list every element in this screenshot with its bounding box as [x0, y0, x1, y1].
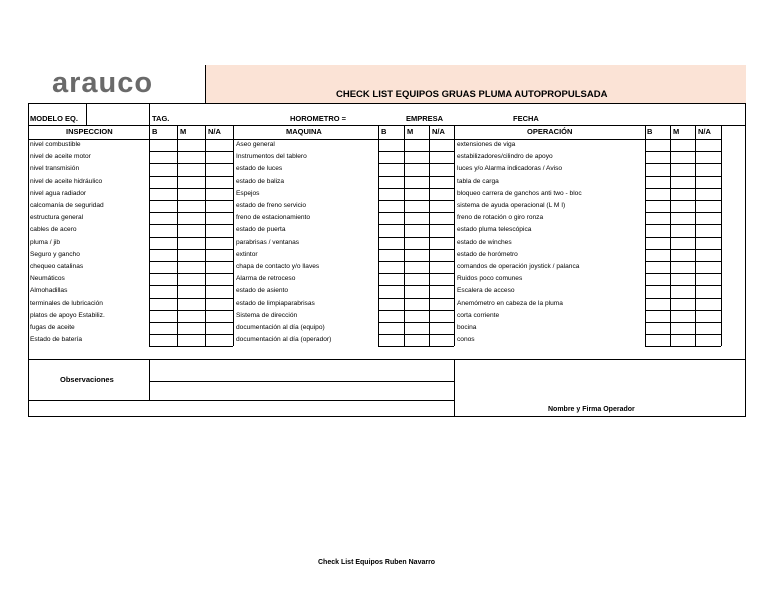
- operacion-item: conos: [457, 336, 475, 343]
- grid-hline: [149, 346, 233, 347]
- maquina-b-checkbox[interactable]: [378, 334, 404, 346]
- maquina-item: documentación al día (equipo): [236, 324, 325, 331]
- maquina-m-checkbox[interactable]: [404, 298, 429, 310]
- obs-line-2: [28, 400, 454, 401]
- maquina-item: Instrumentos del tablero: [236, 153, 307, 160]
- maquina-b-checkbox[interactable]: [378, 237, 404, 249]
- header-divider: [28, 125, 746, 126]
- inspeccion-b-checkbox[interactable]: [149, 285, 177, 297]
- operacion-b-checkbox[interactable]: [645, 273, 670, 285]
- inspeccion-b-checkbox[interactable]: [149, 298, 177, 310]
- inspeccion-na-checkbox[interactable]: [205, 273, 233, 285]
- inspeccion-m-checkbox[interactable]: [177, 322, 205, 334]
- operacion-item: sistema de ayuda operacional (L M I): [457, 202, 566, 209]
- inspeccion-item: fugas de aceite: [30, 324, 75, 331]
- operacion-na-checkbox[interactable]: [695, 285, 721, 297]
- operacion-na-checkbox[interactable]: [695, 322, 721, 334]
- inspeccion-b-checkbox[interactable]: [149, 249, 177, 261]
- operacion-m-checkbox[interactable]: [670, 273, 695, 285]
- maquina-item: estado de puerta: [236, 226, 286, 233]
- operacion-b-checkbox[interactable]: [645, 298, 670, 310]
- maquina-m-checkbox[interactable]: [404, 151, 429, 163]
- inspeccion-item: nivel combustible: [30, 141, 81, 148]
- inspeccion-m-checkbox[interactable]: [177, 249, 205, 261]
- maquina-na-checkbox[interactable]: [429, 285, 454, 297]
- inspeccion-item: platos de apoyo Estabiliz.: [30, 312, 105, 319]
- maquina-m-checkbox[interactable]: [404, 310, 429, 322]
- maquina-m-checkbox[interactable]: [404, 200, 429, 212]
- inspeccion-na-checkbox[interactable]: [205, 261, 233, 273]
- maquina-m-checkbox[interactable]: [404, 224, 429, 236]
- operacion-m-checkbox[interactable]: [670, 285, 695, 297]
- inspeccion-na-checkbox[interactable]: [205, 322, 233, 334]
- col-inspeccion: INSPECCION: [66, 127, 113, 136]
- maquina-b-checkbox[interactable]: [378, 200, 404, 212]
- inspeccion-m-checkbox[interactable]: [177, 163, 205, 175]
- maquina-b-checkbox[interactable]: [378, 139, 404, 151]
- operacion-m-checkbox[interactable]: [670, 212, 695, 224]
- maquina-m-checkbox[interactable]: [404, 139, 429, 151]
- operacion-m-checkbox[interactable]: [670, 298, 695, 310]
- operacion-m-checkbox[interactable]: [670, 237, 695, 249]
- maquina-item: Aseo general: [236, 141, 275, 148]
- inspeccion-item: Seguro y gancho: [30, 251, 80, 258]
- maquina-item: estado de limpiaparabrisas: [236, 300, 315, 307]
- firma-label: Nombre y Firma Operador: [548, 406, 635, 413]
- inspeccion-item: terminales de lubricación: [30, 300, 103, 307]
- col-maquina: MAQUINA: [286, 127, 322, 136]
- operacion-na-checkbox[interactable]: [695, 176, 721, 188]
- operacion-na-checkbox[interactable]: [695, 273, 721, 285]
- inspeccion-m-checkbox[interactable]: [177, 334, 205, 346]
- maquina-na-checkbox[interactable]: [429, 139, 454, 151]
- obs-left-divider: [149, 359, 150, 400]
- maquina-b-checkbox[interactable]: [378, 273, 404, 285]
- maquina-m-checkbox[interactable]: [404, 261, 429, 273]
- operacion-m-checkbox[interactable]: [670, 261, 695, 273]
- inspeccion-na-checkbox[interactable]: [205, 310, 233, 322]
- grid-vline: [721, 125, 722, 346]
- arauco-logo: arauco: [52, 67, 154, 99]
- grid-vline: [28, 125, 29, 346]
- inspeccion-item: nivel agua radiador: [30, 190, 87, 197]
- operacion-item: bloqueo carrera de ganchos anti two - bloc: [457, 190, 582, 197]
- maquina-b-checkbox[interactable]: [378, 322, 404, 334]
- maquina-na-checkbox[interactable]: [429, 237, 454, 249]
- operacion-item: comandos de operación joystick / palanca: [457, 263, 580, 270]
- maquina-item: estado de asiento: [236, 287, 289, 294]
- grid-hline: [28, 139, 721, 140]
- maquina-item: Alarma de retroceso: [236, 275, 296, 282]
- operacion-b-checkbox[interactable]: [645, 224, 670, 236]
- operacion-na-checkbox[interactable]: [695, 298, 721, 310]
- operacion-m-checkbox[interactable]: [670, 176, 695, 188]
- operacion-item: estado pluma telescópica: [457, 226, 532, 233]
- inspeccion-b-checkbox[interactable]: [149, 261, 177, 273]
- maquina-item: estado de baliza: [236, 178, 285, 185]
- inspeccion-na-checkbox[interactable]: [205, 237, 233, 249]
- maquina-b-checkbox[interactable]: [378, 224, 404, 236]
- modelo-label: MODELO EQ.: [30, 114, 78, 123]
- col-na-2: N/A: [432, 127, 445, 136]
- modelo-divider: [86, 104, 87, 125]
- inspeccion-item: nivel de aceite motor: [30, 153, 91, 160]
- obs-line-1: [149, 381, 454, 382]
- operacion-na-checkbox[interactable]: [695, 261, 721, 273]
- inspeccion-na-checkbox[interactable]: [205, 298, 233, 310]
- operacion-m-checkbox[interactable]: [670, 139, 695, 151]
- maquina-na-checkbox[interactable]: [429, 163, 454, 175]
- operacion-item: extensiones de viga: [457, 141, 516, 148]
- inspeccion-na-checkbox[interactable]: [205, 334, 233, 346]
- col-b-3: B: [647, 127, 653, 136]
- inspeccion-na-checkbox[interactable]: [205, 285, 233, 297]
- col-b-2: B: [381, 127, 387, 136]
- maquina-item: documentación al día (operador): [236, 336, 332, 343]
- operacion-b-checkbox[interactable]: [645, 249, 670, 261]
- operacion-b-checkbox[interactable]: [645, 176, 670, 188]
- operacion-na-checkbox[interactable]: [695, 200, 721, 212]
- operacion-item: Ruidos poco comunes: [457, 275, 523, 282]
- tag-label: TAG.: [152, 114, 170, 123]
- inspeccion-m-checkbox[interactable]: [177, 139, 205, 151]
- operacion-item: estado de winches: [457, 239, 512, 246]
- operacion-m-checkbox[interactable]: [670, 151, 695, 163]
- operacion-na-checkbox[interactable]: [695, 212, 721, 224]
- operacion-item: freno de rotación o giro ronza: [457, 214, 544, 221]
- inspeccion-na-checkbox[interactable]: [205, 151, 233, 163]
- operacion-na-checkbox[interactable]: [695, 163, 721, 175]
- maquina-m-checkbox[interactable]: [404, 188, 429, 200]
- inspeccion-item: nivel de aceite hidráulico: [30, 178, 103, 185]
- operacion-b-checkbox[interactable]: [645, 212, 670, 224]
- maquina-na-checkbox[interactable]: [429, 151, 454, 163]
- operacion-b-checkbox[interactable]: [645, 310, 670, 322]
- inspeccion-b-checkbox[interactable]: [149, 310, 177, 322]
- title-box: [206, 65, 746, 104]
- inspeccion-na-checkbox[interactable]: [205, 249, 233, 261]
- maquina-b-checkbox[interactable]: [378, 285, 404, 297]
- inspeccion-item: estructura general: [30, 214, 84, 221]
- empresa-label: EMPRESA: [406, 114, 444, 123]
- operacion-b-checkbox[interactable]: [645, 163, 670, 175]
- maquina-na-checkbox[interactable]: [429, 212, 454, 224]
- operacion-m-checkbox[interactable]: [670, 188, 695, 200]
- inspeccion-na-checkbox[interactable]: [205, 176, 233, 188]
- obs-right-divider: [454, 359, 455, 417]
- inspeccion-m-checkbox[interactable]: [177, 237, 205, 249]
- maquina-b-checkbox[interactable]: [378, 310, 404, 322]
- operacion-b-checkbox[interactable]: [645, 285, 670, 297]
- inspeccion-item: chequeo catalinas: [30, 263, 84, 270]
- inspeccion-m-checkbox[interactable]: [177, 273, 205, 285]
- col-m-3: M: [673, 127, 680, 136]
- maquina-na-checkbox[interactable]: [429, 188, 454, 200]
- observaciones-label: Observaciones: [60, 375, 114, 384]
- maquina-b-checkbox[interactable]: [378, 176, 404, 188]
- maquina-m-checkbox[interactable]: [404, 273, 429, 285]
- grid-hline: [378, 346, 454, 347]
- maquina-item: extintor: [236, 251, 258, 258]
- operacion-b-checkbox[interactable]: [645, 200, 670, 212]
- operacion-na-checkbox[interactable]: [695, 237, 721, 249]
- operacion-m-checkbox[interactable]: [670, 249, 695, 261]
- inspeccion-na-checkbox[interactable]: [205, 188, 233, 200]
- maquina-na-checkbox[interactable]: [429, 298, 454, 310]
- inspeccion-m-checkbox[interactable]: [177, 261, 205, 273]
- inspeccion-na-checkbox[interactable]: [205, 200, 233, 212]
- maquina-na-checkbox[interactable]: [429, 176, 454, 188]
- inspeccion-item: nivel transmisión: [30, 165, 80, 172]
- operacion-item: bocina: [457, 324, 477, 331]
- inspeccion-item: pluma / jib: [30, 239, 61, 246]
- inspeccion-b-checkbox[interactable]: [149, 139, 177, 151]
- maquina-item: estado de freno servicio: [236, 202, 307, 209]
- inspeccion-m-checkbox[interactable]: [177, 200, 205, 212]
- grid-vline: [233, 125, 234, 346]
- operacion-na-checkbox[interactable]: [695, 334, 721, 346]
- operacion-item: tabla de carga: [457, 178, 499, 185]
- inspeccion-b-checkbox[interactable]: [149, 188, 177, 200]
- operacion-na-checkbox[interactable]: [695, 139, 721, 151]
- inspeccion-b-checkbox[interactable]: [149, 163, 177, 175]
- inspeccion-m-checkbox[interactable]: [177, 224, 205, 236]
- maquina-na-checkbox[interactable]: [429, 322, 454, 334]
- operacion-na-checkbox[interactable]: [695, 310, 721, 322]
- operacion-item: Anemómetro en cabeza de la pluma: [457, 300, 563, 307]
- maquina-na-checkbox[interactable]: [429, 334, 454, 346]
- maquina-b-checkbox[interactable]: [378, 151, 404, 163]
- maquina-m-checkbox[interactable]: [404, 163, 429, 175]
- inspeccion-item: cables de acero: [30, 226, 77, 233]
- inspeccion-na-checkbox[interactable]: [205, 224, 233, 236]
- maquina-item: freno de estacionamiento: [236, 214, 311, 221]
- maquina-b-checkbox[interactable]: [378, 261, 404, 273]
- inspeccion-m-checkbox[interactable]: [177, 298, 205, 310]
- maquina-na-checkbox[interactable]: [429, 261, 454, 273]
- inspeccion-item: Neumáticos: [30, 275, 65, 282]
- inspeccion-na-checkbox[interactable]: [205, 212, 233, 224]
- inspeccion-b-checkbox[interactable]: [149, 334, 177, 346]
- operacion-b-checkbox[interactable]: [645, 261, 670, 273]
- inspeccion-b-checkbox[interactable]: [149, 176, 177, 188]
- col-m-1: M: [180, 127, 187, 136]
- maquina-na-checkbox[interactable]: [429, 200, 454, 212]
- maquina-m-checkbox[interactable]: [404, 212, 429, 224]
- inspeccion-m-checkbox[interactable]: [177, 151, 205, 163]
- col-na-1: N/A: [208, 127, 221, 136]
- operacion-item: Escalera de acceso: [457, 287, 515, 294]
- maquina-b-checkbox[interactable]: [378, 212, 404, 224]
- maquina-item: Espejos: [236, 190, 260, 197]
- logo-box: [28, 65, 206, 104]
- maquina-b-checkbox[interactable]: [378, 249, 404, 261]
- inspeccion-m-checkbox[interactable]: [177, 285, 205, 297]
- inspeccion-item: calcomanía de seguridad: [30, 202, 104, 209]
- operacion-m-checkbox[interactable]: [670, 224, 695, 236]
- maquina-na-checkbox[interactable]: [429, 249, 454, 261]
- col-na-3: N/A: [698, 127, 711, 136]
- maquina-item: parabrisas / ventanas: [236, 239, 300, 246]
- grid-vline: [454, 125, 455, 346]
- operacion-m-checkbox[interactable]: [670, 334, 695, 346]
- inspeccion-m-checkbox[interactable]: [177, 176, 205, 188]
- operacion-item: luces y/o Alarma indicadoras / Aviso: [457, 165, 563, 172]
- maquina-m-checkbox[interactable]: [404, 237, 429, 249]
- maquina-item: chapa de contacto y/o llaves: [236, 263, 320, 270]
- operacion-b-checkbox[interactable]: [645, 139, 670, 151]
- inspeccion-b-checkbox[interactable]: [149, 151, 177, 163]
- maquina-na-checkbox[interactable]: [429, 310, 454, 322]
- maquina-m-checkbox[interactable]: [404, 285, 429, 297]
- col-m-2: M: [407, 127, 414, 136]
- maquina-b-checkbox[interactable]: [378, 298, 404, 310]
- operacion-item: estabilizadores/cilindro de apoyo: [457, 153, 553, 160]
- inspeccion-b-checkbox[interactable]: [149, 273, 177, 285]
- operacion-m-checkbox[interactable]: [670, 200, 695, 212]
- operacion-item: corta corriente: [457, 312, 500, 319]
- inspeccion-item: Estado de batería: [30, 336, 83, 343]
- operacion-b-checkbox[interactable]: [645, 237, 670, 249]
- col-operacion: OPERACIÓN: [527, 127, 573, 136]
- operacion-na-checkbox[interactable]: [695, 224, 721, 236]
- inspeccion-na-checkbox[interactable]: [205, 163, 233, 175]
- operacion-b-checkbox[interactable]: [645, 322, 670, 334]
- maquina-item: Sistema de dirección: [236, 312, 298, 319]
- inspeccion-item: Almohadillas: [30, 287, 68, 294]
- maquina-item: estado de luces: [236, 165, 283, 172]
- maquina-b-checkbox[interactable]: [378, 163, 404, 175]
- operacion-b-checkbox[interactable]: [645, 334, 670, 346]
- inspeccion-b-checkbox[interactable]: [149, 200, 177, 212]
- operacion-b-checkbox[interactable]: [645, 188, 670, 200]
- inspeccion-b-checkbox[interactable]: [149, 224, 177, 236]
- maquina-m-checkbox[interactable]: [404, 334, 429, 346]
- operacion-b-checkbox[interactable]: [645, 151, 670, 163]
- operacion-na-checkbox[interactable]: [695, 188, 721, 200]
- maquina-m-checkbox[interactable]: [404, 322, 429, 334]
- maquina-m-checkbox[interactable]: [404, 176, 429, 188]
- maquina-m-checkbox[interactable]: [404, 249, 429, 261]
- form-title: CHECK LIST EQUIPOS GRUAS PLUMA AUTOPROPULSADA: [336, 89, 608, 100]
- maquina-b-checkbox[interactable]: [378, 188, 404, 200]
- maquina-na-checkbox[interactable]: [429, 273, 454, 285]
- tag-divider: [149, 104, 150, 125]
- inspeccion-m-checkbox[interactable]: [177, 310, 205, 322]
- col-b-1: B: [152, 127, 158, 136]
- grid-hline: [645, 346, 721, 347]
- inspeccion-b-checkbox[interactable]: [149, 322, 177, 334]
- fecha-label: FECHA: [513, 114, 539, 123]
- inspeccion-b-checkbox[interactable]: [149, 237, 177, 249]
- operacion-item: estado de horómetro: [457, 251, 518, 258]
- inspeccion-na-checkbox[interactable]: [205, 139, 233, 151]
- operacion-m-checkbox[interactable]: [670, 163, 695, 175]
- operacion-m-checkbox[interactable]: [670, 310, 695, 322]
- maquina-na-checkbox[interactable]: [429, 224, 454, 236]
- inspeccion-m-checkbox[interactable]: [177, 212, 205, 224]
- operacion-na-checkbox[interactable]: [695, 151, 721, 163]
- inspeccion-m-checkbox[interactable]: [177, 188, 205, 200]
- footer-text: Check List Equipos Ruben Navarro: [318, 559, 436, 566]
- obs-top-line: [28, 359, 746, 360]
- horometro-label: HOROMETRO =: [290, 114, 347, 123]
- inspeccion-b-checkbox[interactable]: [149, 212, 177, 224]
- operacion-m-checkbox[interactable]: [670, 322, 695, 334]
- operacion-na-checkbox[interactable]: [695, 249, 721, 261]
